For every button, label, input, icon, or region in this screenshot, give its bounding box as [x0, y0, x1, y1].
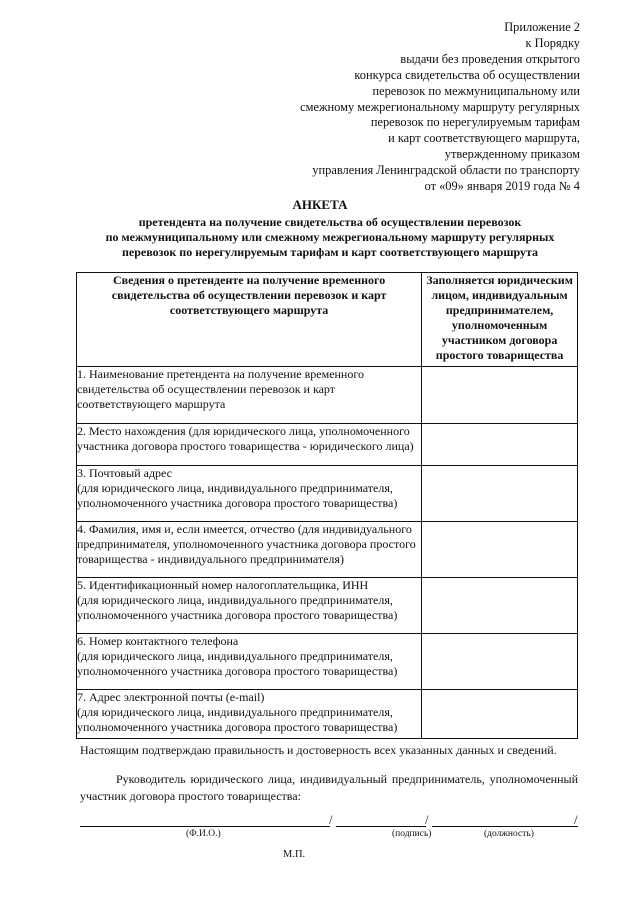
table-row: [77, 367, 578, 424]
item-line: товарищества - индивидуального предпринимателя): [77, 552, 344, 566]
table-header-row: [77, 273, 578, 367]
header-line: уполномоченным: [451, 318, 548, 332]
item-inn: [77, 578, 422, 634]
item-postal-address: [77, 466, 422, 522]
item-line: 7. Адрес электронной почты (e-mail): [77, 690, 265, 704]
item-line: 3. Почтовый адрес: [77, 466, 173, 480]
item-line: (для юридического лица, индивидуального предпринимателя,: [77, 481, 393, 495]
subtitle-line: перевозок по нерегулируемым тарифам и карт соответствующего маршрута: [121, 245, 539, 259]
item-location: [77, 424, 422, 466]
item-line: 2. Место нахождения (для юридического лица, уполномоченного: [77, 424, 410, 438]
item-line: уполномоченного участника договора простого товарищества): [77, 496, 398, 510]
appendix-header-line: и карт соответствующего маршрута,: [388, 131, 580, 146]
appendix-header-line: перевозок по межмуниципальному или: [372, 83, 580, 98]
item-phone: [77, 634, 422, 690]
signatory-text-line1: Руководитель юридического лица, индивидуальный предприниматель, уполномоченный: [116, 772, 578, 786]
table-row: [77, 522, 578, 578]
item-line: 5. Идентификационный номер налогоплательщика, ИНН: [77, 578, 369, 592]
subtitle-line: претендента на получение свидетельства об осуществлении перевозок: [138, 215, 522, 229]
item-email: [77, 690, 422, 739]
position-caption: (должность): [484, 829, 534, 839]
appendix-header-line: выдачи без проведения открытого: [400, 51, 580, 66]
appendix-header-line: конкурса свидетельства об осуществлении: [354, 67, 580, 82]
table-row: [77, 634, 578, 690]
stamp-label: М.П.: [283, 849, 306, 860]
subtitle-line: по межмуниципальному или смежному межрегиональному маршруту регулярных: [105, 230, 555, 244]
location-field[interactable]: [422, 424, 578, 466]
item-line: уполномоченного участника договора простого товарищества): [77, 720, 398, 734]
table-row: [77, 578, 578, 634]
applicant-name-field[interactable]: [422, 367, 578, 424]
table-row: [77, 466, 578, 522]
appendix-header-line: перевозок по нерегулируемым тарифам: [370, 115, 580, 130]
fio-signature-line[interactable]: [80, 826, 330, 827]
item-line: 1. Наименование претендента на получение временного: [77, 367, 364, 381]
appendix-header-line: от «09» января 2019 года № 4: [424, 179, 580, 194]
header-line: лицом, индивидуальным: [431, 288, 568, 302]
position-line[interactable]: [432, 826, 578, 827]
appendix-header: [200, 20, 580, 195]
item-line: (для юридического лица, индивидуального предпринимателя,: [77, 649, 393, 663]
table-row: [77, 690, 578, 739]
item-line: соответствующего маршрута: [77, 397, 226, 411]
item-line: 4. Фамилия, имя и, если имеется, отчество (для индивидуального: [77, 522, 412, 536]
email-field[interactable]: [422, 690, 578, 739]
appendix-header-line: к Порядку: [525, 35, 580, 50]
inn-field[interactable]: [422, 578, 578, 634]
item-line: свидетельства об осуществлении перевозок и карт: [77, 382, 336, 396]
document-title: АНКЕТА: [292, 197, 348, 212]
item-name: [77, 367, 422, 424]
signatory-text-line2: участник договора простого товарищества:: [80, 789, 301, 803]
header-line: участником договора: [441, 333, 558, 347]
item-line: участника договора простого товарищества - юридического лица): [77, 439, 414, 453]
item-line: (для юридического лица, индивидуального предпринимателя,: [77, 705, 393, 719]
fill-column-header: [422, 273, 578, 367]
appendix-header-line: утвержденному приказом: [444, 147, 580, 162]
header-line: соответствующего маршрута: [169, 303, 329, 317]
item-line: уполномоченного участника договора простого товарищества): [77, 664, 398, 678]
confirmation-text: Настоящим подтверждаю правильность и достоверность всех указанных данных и сведений.: [80, 743, 557, 757]
questionnaire-table: [76, 272, 578, 739]
appendix-header-line: смежному межрегиональному маршруту регулярных: [300, 99, 580, 114]
info-column-header: [77, 273, 422, 367]
item-line: (для юридического лица, индивидуального предпринимателя,: [77, 593, 393, 607]
header-line: простого товарищества: [435, 348, 564, 362]
item-line: предпринимателя, уполномоченного участника договора простого: [77, 537, 416, 551]
header-line: Сведения о претенденте на получение временного: [112, 273, 386, 287]
header-line: свидетельства об осуществлении перевозок и карт: [111, 288, 387, 302]
fio-caption: (Ф.И.О.): [186, 829, 221, 839]
postal-address-field[interactable]: [422, 466, 578, 522]
item-line: 6. Номер контактного телефона: [77, 634, 239, 648]
header-line: Заполняется юридическим: [426, 273, 573, 287]
appendix-header-line: Приложение 2: [504, 20, 580, 34]
header-line: предпринимателем,: [445, 303, 554, 317]
appendix-header-line: управления Ленинградской области по транспорту: [312, 163, 580, 178]
signature-caption: (подпись): [392, 829, 432, 839]
signature-line[interactable]: [336, 826, 426, 827]
table-row: [77, 424, 578, 466]
document-subtitle: [60, 215, 600, 260]
item-full-name: [77, 522, 422, 578]
item-line: уполномоченного участника договора простого товарищества): [77, 608, 398, 622]
full-name-field[interactable]: [422, 522, 578, 578]
separator-slash: /: [425, 812, 429, 827]
separator-slash: /: [574, 812, 578, 827]
separator-slash: /: [329, 812, 333, 827]
phone-field[interactable]: [422, 634, 578, 690]
